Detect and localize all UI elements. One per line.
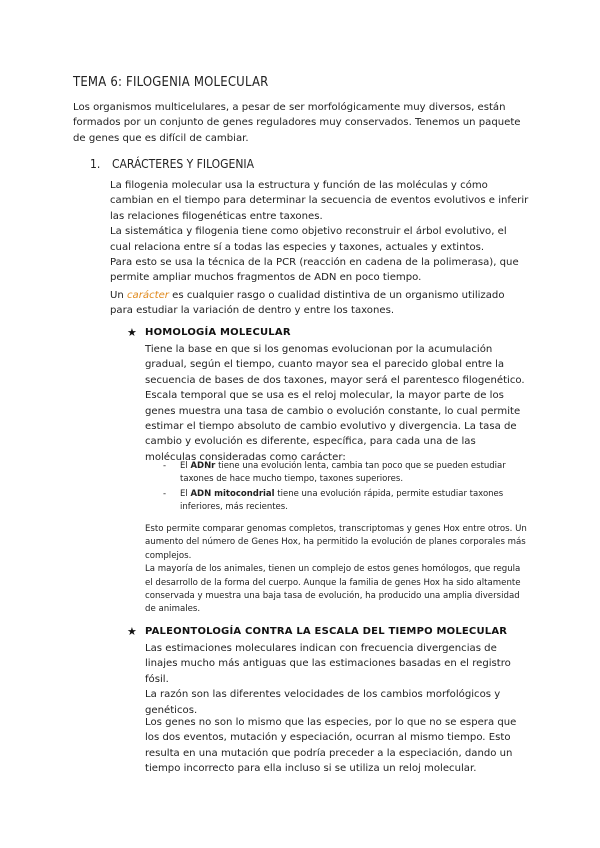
dash-marker: - [163,489,167,499]
homologia-body [145,342,525,465]
star-bullet-icon: ★ [127,326,137,339]
list-item [163,488,523,514]
paleontologia-body [145,641,527,718]
section-title: CARÁCTERES Y FILOGENIA [112,157,254,171]
highlighted-term: carácter [127,289,169,301]
note-paragraph: Esto permite comparar genomas completos, transcriptomas y genes Hox entre otros. Un aumento del número de Genes Hox, ha permitido la evolución de planes corporales más complejos. [145,524,527,561]
text-span: es cualquier rasgo o cualidad distintiva de un organismo utilizado para estudiar la variación de dentro y entre los taxones. [110,289,505,317]
section-number: 1. [90,157,101,171]
section1-body [110,178,530,319]
subsection-heading-paleontologia: PALEONTOLOGÍA CONTRA LA ESCALA DEL TIEMPO MOLECULAR [145,626,508,637]
paleontologia-paragraph: Los genes no son lo mismo que las especies, por lo que no se espera que los dos eventos, mutación y especiación, ocurran al mismo tiempo. Esto resulta en una mutación que podría preceder a la especiación, dando un tiempo incorrecto para ella incluso si se utiliza un reloj molecular. [145,717,517,775]
section1-paragraph [110,288,530,319]
page-title: TEMA 6: FILOGENIA MOLECULAR [73,75,269,90]
text-span: Un [110,289,127,301]
subsection-heading-homologia: HOMOLOGÍA MOLECULAR [145,327,291,338]
text-span: El [180,489,191,499]
bold-term: ADNr [190,461,216,471]
section1-paragraph: La sistemática y filogenia tiene como objetivo reconstruir el árbol evolutivo, el cual relaciona entre sí a todas las especies y taxones, actuales y extintos. [110,226,507,253]
text-span: El [180,461,191,471]
homologia-notes [145,523,527,617]
dash-marker: - [163,461,167,471]
list-item [163,460,523,486]
intro-paragraph: Los organismos multicelulares, a pesar de ser morfológicamente muy diversos, están formados por un conjunto de genes reguladores muy conservados. Tenemos un paquete de genes que es difícil de cambiar. [73,102,521,144]
bold-term: ADN mitocondrial [190,489,275,499]
bullet-list [163,460,523,516]
paleontologia-paragraph: Las estimaciones moleculares indican con frecuencia divergencias de linajes mucho más antiguas que las estimaciones basadas en el registro fósil. [145,643,511,685]
homologia-paragraph: Tiene la base en que si los genomas evolucionan por la acumulación gradual, según el tiempo, cuanto mayor sea el parecido global entre la secuencia de bases de dos taxones, mayor será el parentesco filogenético. [145,344,525,386]
text-span: tiene una evolución lenta, cambia tan poco que se pueden estudiar taxones de hace mucho tiempo, taxones superiores. [180,461,506,484]
paleontologia-paragraph: La razón son las diferentes velocidades de los cambios morfológicos y genéticos. [145,689,501,716]
section1-paragraph: La filogenia molecular usa la estructura y función de las moléculas y cómo cambian en el tiempo para determinar la secuencia de eventos evolutivos e inferir las relaciones filogenéticas entre taxones. [110,180,529,222]
text-span: tiene una evolución rápida, permite estudiar taxones inferiores, más recientes. [180,489,504,512]
homologia-paragraph: Escala temporal que se usa es el reloj molecular, la mayor parte de los genes muestra una tasa de cambio o evolución constante, lo cual permite estimar el tiempo absoluto de cambio evolutivo y divergencia. La tasa de cambio y evolución es diferente, específica, para cada una de las moléculas consideradas como carácter: [145,390,521,463]
note-paragraph: La mayoría de los animales, tienen un complejo de estos genes homólogos, que regula el desarrollo de la forma del cuerpo. Aunque la familia de genes Hox ha sido altamente conservada y muestra una baja tasa de evolución, ha producido una amplia diversidad de animales. [145,564,521,615]
paleontologia-body-2 [145,715,527,777]
section-heading [90,157,254,171]
star-bullet-icon: ★ [127,625,137,638]
section1-paragraph: Para esto se usa la técnica de la PCR (reacción en cadena de la polimerasa), que permite ampliar muchos fragmentos de ADN en poco tiempo. [110,257,519,284]
